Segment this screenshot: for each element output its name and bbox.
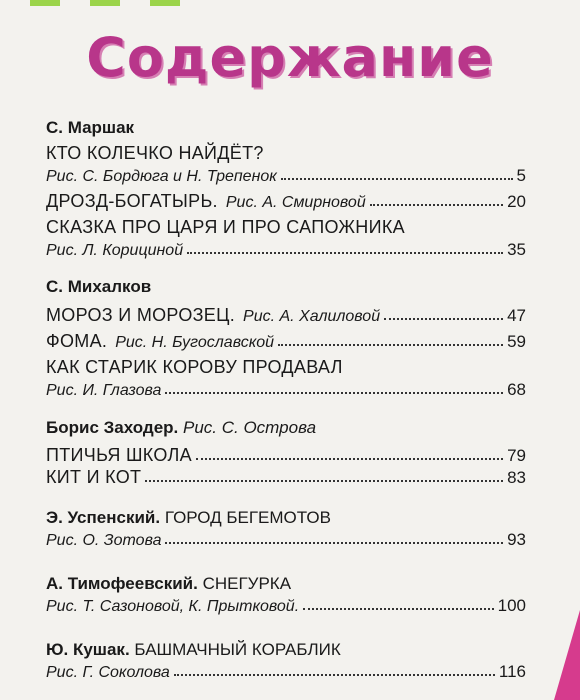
author-heading: С. Михалков	[46, 277, 152, 296]
illustrator: Рис. О. Зотова	[46, 532, 162, 549]
dot-leader	[174, 674, 495, 676]
toc-entry[interactable]	[46, 188, 526, 212]
toc-entry[interactable]	[46, 328, 526, 352]
toc-entry[interactable]	[46, 302, 526, 326]
illustrator: Рис. Л. Корициной	[46, 242, 184, 259]
author-heading: Борис Заходер. Рис. С. Острова	[46, 418, 317, 437]
page-number: 20	[507, 192, 526, 211]
story-title: ГОРОД БЕГЕМОТОВ	[164, 508, 331, 527]
story-title: СНЕГУРКА	[202, 574, 292, 593]
dot-leader	[145, 480, 503, 482]
author-heading: С. Маршак	[46, 118, 135, 137]
toc-entry[interactable]	[46, 592, 526, 616]
illustrator: Рис. С. Острова	[183, 418, 317, 437]
toc-entry[interactable]	[46, 140, 526, 164]
page-number: 59	[507, 332, 526, 351]
dot-leader	[384, 318, 503, 320]
toc-entry[interactable]	[46, 236, 526, 260]
dot-leader	[165, 542, 503, 544]
story-title: КАК СТАРИК КОРОВУ ПРОДАВАЛ	[46, 357, 343, 377]
author-heading: Э. Успенский. ГОРОД БЕГЕМОТОВ	[46, 508, 331, 527]
story-title: КТО КОЛЕЧКО НАЙДЁТ?	[46, 143, 264, 163]
dot-leader	[196, 458, 503, 460]
page-title: Содержание	[86, 26, 494, 89]
page-number: 93	[507, 530, 526, 549]
story-title: СКАЗКА ПРО ЦАРЯ И ПРО САПОЖНИКА	[46, 217, 405, 237]
dot-leader	[278, 344, 503, 346]
toc-entry[interactable]	[46, 526, 526, 550]
toc-entry[interactable]	[46, 214, 526, 238]
page-number: 35	[507, 240, 526, 259]
dot-leader	[165, 392, 503, 394]
dot-leader	[303, 608, 493, 610]
story-title: МОРОЗ И МОРОЗЕЦ.	[46, 305, 236, 325]
illustrator: Рис. Т. Сазоновой, К. Прытковой.	[46, 598, 300, 615]
dot-leader	[281, 178, 513, 180]
page-number: 47	[507, 306, 526, 325]
author-heading: А. Тимофеевский. СНЕГУРКА	[46, 574, 292, 593]
dot-leader	[370, 204, 503, 206]
toc-entry[interactable]	[46, 442, 526, 466]
illustrator: Рис. А. Халиловой	[243, 308, 381, 325]
page-number: 5	[516, 166, 526, 185]
illustrator: Рис. А. Смирновой	[225, 194, 366, 211]
illustrator: Рис. Г. Соколова	[46, 664, 170, 681]
page-number: 68	[507, 380, 526, 399]
toc-entry[interactable]	[46, 354, 526, 378]
page-number: 100	[497, 596, 526, 615]
story-title: ПТИЧЬЯ ШКОЛА	[46, 445, 192, 465]
page-number: 83	[507, 468, 526, 487]
story-title: ФОМА.	[46, 331, 108, 351]
story-title: ДРОЗД-БОГАТЫРЬ.	[46, 191, 218, 211]
page-number: 79	[507, 446, 526, 465]
illustrator: Рис. С. Бордюга и Н. Трепенок	[46, 168, 277, 185]
page-number: 116	[498, 662, 526, 681]
toc-entry[interactable]	[46, 162, 526, 186]
toc-entry[interactable]	[46, 376, 526, 400]
story-title: КИТ И КОТ	[46, 467, 142, 487]
story-title: БАШМАЧНЫЙ КОРАБЛИК	[134, 640, 341, 659]
illustrator: Рис. Н. Бугославской	[115, 334, 275, 351]
illustrator: Рис. И. Глазова	[46, 382, 162, 399]
author-heading: Ю. Кушак. БАШМАЧНЫЙ КОРАБЛИК	[46, 640, 341, 659]
dot-leader	[187, 252, 503, 254]
toc-entry[interactable]	[46, 658, 526, 682]
toc-entry[interactable]	[46, 464, 526, 488]
